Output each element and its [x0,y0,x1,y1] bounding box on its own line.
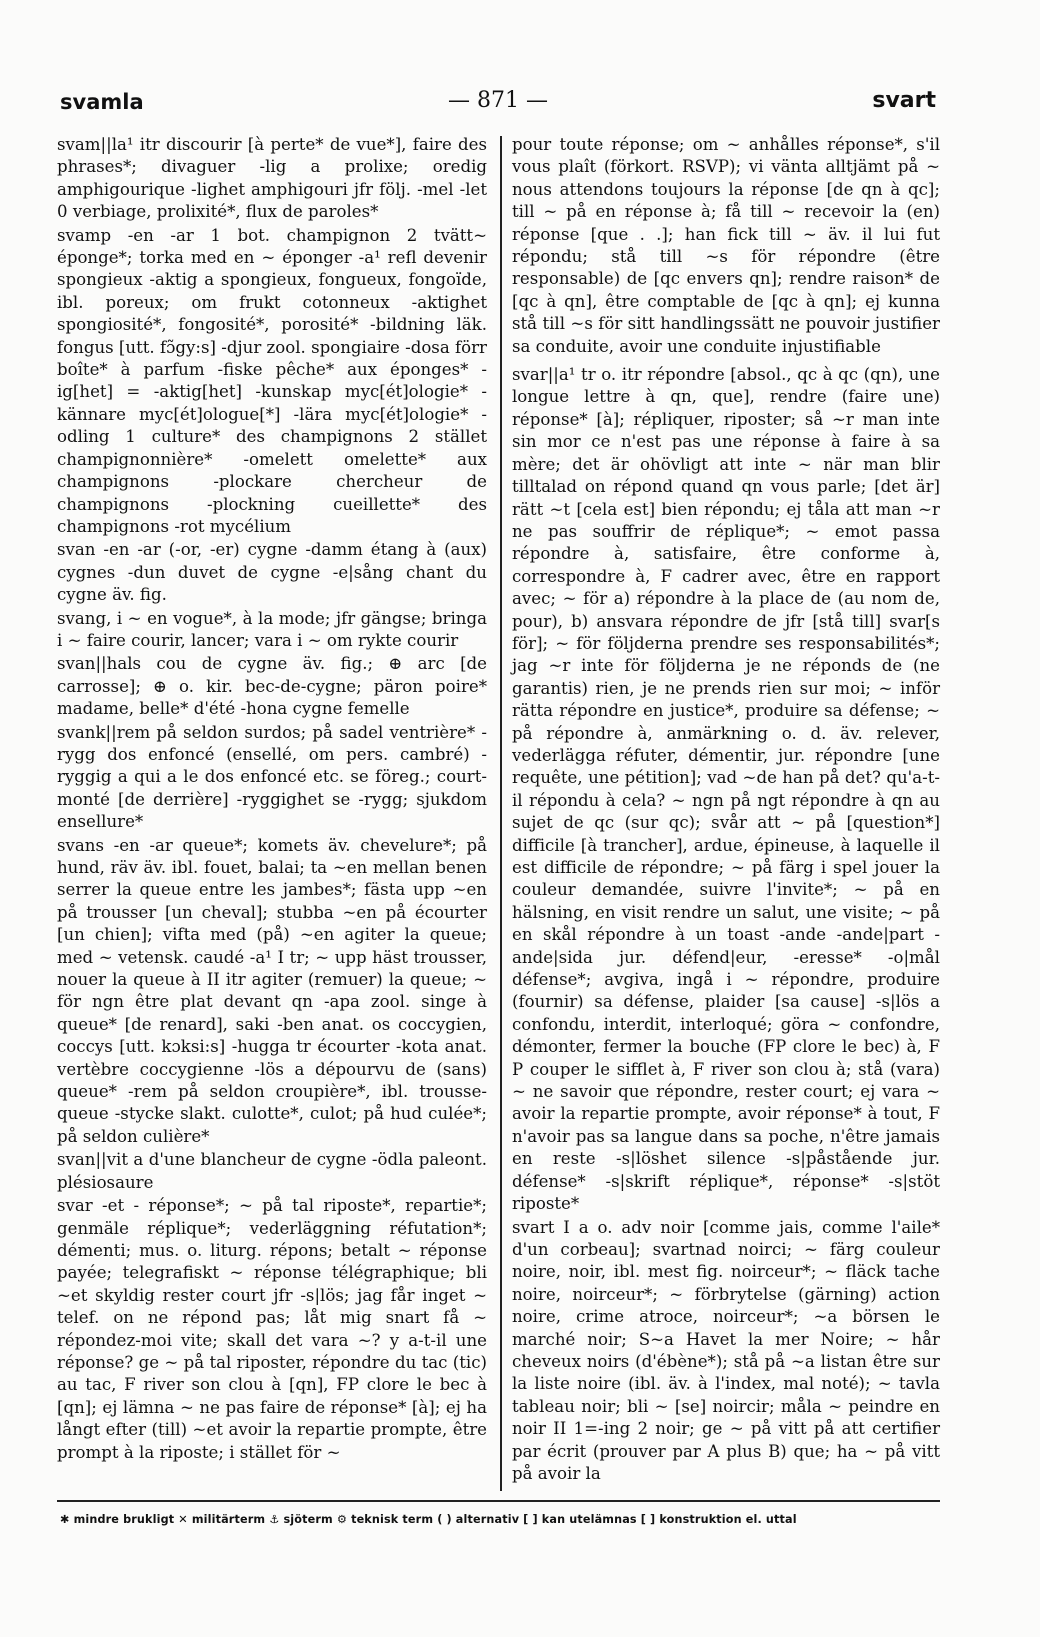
entry-svar: svar -et - réponse*; ~ på tal riposte*, repartie*; genmäle réplique*; vederläggning réfutation*; démenti; mus. o. liturg. répons; betalt ~ réponse payée; telegrafiskt ~ réponse télégraphique; bli ~et skyldig rester court jfr -s|lös; jag får inget ~ telef. on ne répond pas; låt mig snart få ~ répondez-moi vite; skall det vara ~? y a-t-il une réponse? ge ~ på tal riposter, répondre du tac (tic) au tac, F river son clou à [qn], FP clore le bec à [qn]; ej lämna ~ ne pas faire de réponse* [à]; ej ha långt efter (till) ~et avoir la repartie prompte, être prompt à la riposte; i stället för ~ [57,1196,487,1462]
header-first-word: svamla [60,90,144,114]
entry-svamla: svam||la¹ itr discourir [à perte* de vue*], faire des phrases*; divaguer -lig a prolixe; oredig amphigourique -lighet amphigouri jfr följ. -mel -let 0 verbiage, prolixité*, flux de paroles* [57,135,487,222]
entry-svamp: svamp -en -ar 1 bot. champignon 2 tvätt~ éponge*; torka med en ~ éponger -a¹ refl devenir spongieux -aktig a spongieux, fongueux, fongoïde, ibl. poreux; om frukt cotonneux -aktighet spongiosité*, fongosité*, porosité* -bildning läk. fongus [utt. fɔ̃gy:s] -djur zool. spongiaire -dosa förr boîte* à parfum -fiske pêche* aux éponges* -ig[het] = -aktig[het] -kunskap myc[ét]ologie* -kännare myc[ét]ologue[*] -lära myc[ét]ologie* -odling 1 culture* des champignons 2 stället champignonnière* -omelett omelette* aux champignons -plockare chercheur de champignons -plockning cueillette* des champignons -rot mycélium [57,225,487,536]
entry-svanvit: svan||vit a d'une blancheur de cygne -ödla paleont. plésiosaure [57,1150,487,1192]
entry-svans: svans -en -ar queue*; komets äv. chevelure*; på hund, räv äv. ibl. fouet, balai; ta ~en mellan benen serrer la queue entre les jambes*; fästa upp ~en på trousser [un cheval]; stubba ~en på écourter [un chien]; vifta med (på) ~en agiter la queue; med ~ vetensk. caudé -a¹ I tr; ~ upp häst trousser, nouer la queue à II itr agiter (remuer) la queue; ~ för ngn être plat devant qn -apa zool. singe à queue* [de renard], saki -ben anat. os coccygien, coccys [utt. kɔksi:s] -hugga tr écourter -kota anat. vertèbre coccygienne -lös a dépourvu de (sans) queue* -rem på seldon croupière*, ibl. trousse-queue -stycke slakt. culotte*, culot; på hud culée*; på seldon culière* [57,835,487,1146]
symbol-legend: ✱ mindre brukligt ✕ militärterm ⚓ sjöterm ⚙ teknisk term ( ) alternativ [ ] kan utelämnas [ ] konstruktion el. uttal [60,1513,797,1526]
entry-svan: svan -en -ar (-or, -er) cygne -damm étang à (aux) cygnes -dun duvet de cygne -e|sång chant du cygne äv. fig. [57,540,487,605]
entry-svara: svar||a¹ tr o. itr répondre [absol., qc à qc (qn), une longue lettre à qn, que], rendre (faire une) réponse* [à]; répliquer, riposter; så ~r man inte sin mor ce n'est pas une réponse à faire à sa mère; det är ohövligt att inte ~ när man blir tilltalad on répond quand qn vous parle; [det är] rätt ~t [cela est] bien répondu; ej tåla att man ~r ne pas souffrir de réplique*; ~ emot passa répondre à, satisfaire, être conforme à, correspondre à, F cadrer avec, être en rapport avec; ~ för a) répondre à la place de (au nom de, pour), b) ansvara répondre de jfr [stå till] svar[s för]; ~ för följderna prendre ses responsabilités*; jag ~r inte för följderna je ne réponds de (ne garantis) rien, je ne prends rien sur moi; ~ inför rätta répondre en justice*, produire sa défense; ~ på répondre à, anmärkning o. d. äv. relever, vederlägga réfuter, démentir, jur. répondre [une requête, une pétition]; vad ~de han på det? qu'a-t-il répondu à cela? ~ ngn på ngt répondre à qn au sujet de qc (sur qc); svår att ~ på [question*] difficile [à trancher], ardue, épineuse, à laquelle il est difficile de répondre; ~ på färg i spel jouer la couleur demandée, suivre l'invite*; ~ på en hälsning, en visit rendre un salut, une visite; ~ på en skål répondre à un toast -ande -ande|part -ande|sida jur. défend|eur, -eresse* -o|mål défense*; avgiva, ingå i ~ répondre, produire (fournir) sa défense, plaider [sa cause] -s|lös a confondu, interdit, interloqué; göra ~ confondre, démonter, fermer la bouche (FP clore le bec) à, F P couper le sifflet à, F river son clou à; stå (vara) ~ ne savoir que répondre, rester court; ej vara ~ avoir la repartie prompte, avoir réponse* à tout, F n'avoir pas sa langue dans sa poche, n'être jamais en reste -s|löshet silence -s|påstående jur. défense* -s|skrift réplique*, réponse* -s|stöt riposte* [512,365,940,1214]
entry-svang: svang, i ~ en vogue*, à la mode; jfr gängse; bringa i ~ faire courir, lancer; vara i ~ om rykte courir [57,608,487,650]
entry-svar-continued: pour toute réponse; om ~ anhålles réponse*, s'il vous plaît (förkort. RSVP); vi vänta alltjämt på ~ nous attendons toujours la réponse [de qn à qc]; till ~ på en réponse à; få till ~ recevoir la (en) réponse [que . .]; han fick till ~ äv. il lui fut répondu; stå till ~s för répondre (être responsable) de [qc envers qn]; rendre raison* de [qc à qn], être comptable de [qc à qn]; ej kunna stå till ~s för sitt handlingssätt ne pouvoir justifier sa conduite, avoir une conduite injustifiable [512,135,940,356]
left-column [57,134,487,1465]
column-divider [500,136,502,1491]
page-header [60,82,936,122]
entry-svankrem: svank||rem på seldon surdos; på sadel ventrière* -rygg dos enfoncé (ensellé, om pers. cambré) -ryggig a qui a le dos enfoncé etc. se föreg.; court-monté [de derrière] -ryggighet se -rygg; sjukdom ensellure* [57,722,487,832]
page-number: — 871 — [448,88,548,113]
header-last-word: svart [872,88,936,113]
footer-rule [57,1500,940,1502]
right-column [512,134,940,1486]
entry-svart: svart I a o. adv noir [comme jais, comme l'aile* d'un corbeau]; svartnad noirci; ~ färg couleur noire, noir, ibl. mest fig. noirceur*; ~ fläck tache noire, noirceur*; ~ förbrytelse (gärning) action noire, crime atroce, noirceur*; ~a börsen le marché noir; S~a Havet la mer Noire; ~ hår cheveux noirs (d'ébène*); stå på ~a listan être sur la liste noire (ibl. äv. à l'index, mal noté); ~ tavla tableau noir; bli ~ [se] noircir; måla ~ peindre en noir II 1=-ing 2 noir; ge ~ på vitt på att certifier par écrit (prouver par A plus B) que; ha ~ på vitt på avoir la [512,1217,940,1483]
entry-svanhals: svan||hals cou de cygne äv. fig.; ⊕ arc [de carrosse]; ⊕ o. kir. bec-de-cygne; päron poire* madame, belle* d'été -hona cygne femelle [57,654,487,719]
